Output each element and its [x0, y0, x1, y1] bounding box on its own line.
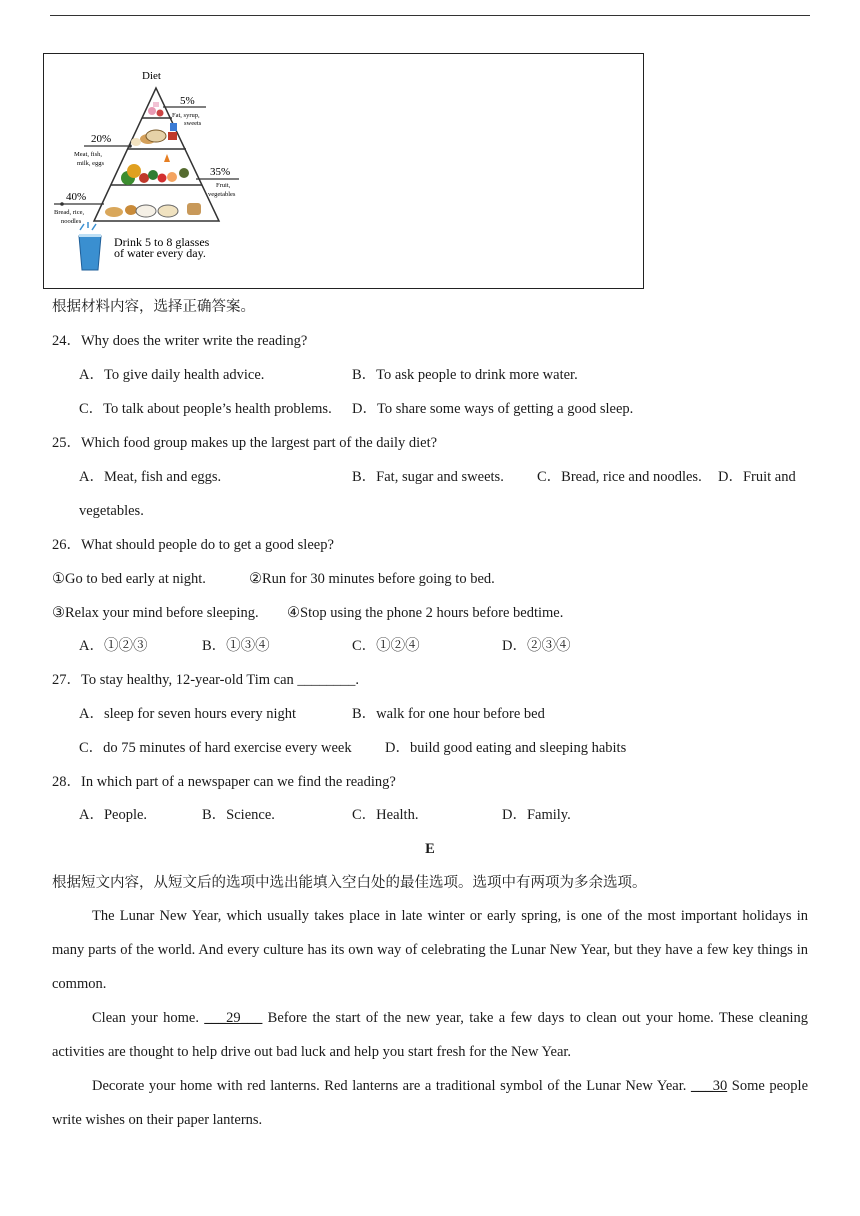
q26-option-b[interactable]: B．①③④	[202, 638, 270, 654]
tier-percent-5: 5%	[180, 95, 195, 107]
q24-option-d[interactable]: D．To share some ways of getting a good sleep.	[352, 401, 634, 417]
q27-option-c[interactable]: C．do 75 minutes of hard exercise every week	[79, 740, 352, 756]
section-e-heading: E	[425, 841, 435, 857]
water-advice-line2: of water every day.	[114, 246, 206, 260]
question-25-stem: 25．Which food group makes up the largest part of the daily diet?	[52, 435, 438, 451]
paragraph-3-start: Decorate your home with red lanterns. Red lanterns are a traditional symbol of the Lunar New Year.	[92, 1078, 691, 1094]
blank-29[interactable]: ___29___	[204, 1010, 263, 1026]
q24-option-b[interactable]: B．To ask people to drink more water.	[352, 367, 578, 383]
paragraph-2-rest: Before the start of the new year, take a few days to clean out your home. These cleaning activities are thought to help drive out bad luck and help you start fresh for the New Year.	[52, 1010, 808, 1060]
q28-option-b[interactable]: B．Science.	[202, 807, 275, 823]
question-26-stem: 26．What should people do to get a good sleep?	[52, 537, 334, 553]
tier-percent-20: 20%	[91, 133, 112, 145]
water-glass-icon	[79, 222, 101, 270]
diet-pyramid-figure	[44, 54, 645, 290]
tier-label-40-line1: Bread, rice,	[54, 209, 85, 216]
pyramid-outline	[94, 88, 219, 221]
instruction-d: 根据材料内容，选择正确答案。	[52, 299, 255, 315]
tier-label-5-line1: Fat, syrup,	[172, 112, 200, 119]
diet-figure-frame	[43, 53, 644, 289]
q27-option-a[interactable]: A．sleep for seven hours every night	[79, 706, 297, 722]
label-dot-20	[128, 144, 132, 148]
q26-option-c[interactable]: C．①②④	[352, 638, 420, 654]
q25-option-d[interactable]: D．Fruit and	[718, 469, 796, 485]
figure-title: Diet	[142, 70, 161, 82]
q28-option-a[interactable]: A．People.	[79, 807, 148, 823]
blank-30[interactable]: ___30	[690, 1078, 728, 1094]
q25-option-c[interactable]: C．Bread, rice and noodles.	[537, 469, 702, 485]
q24-option-c[interactable]: C．To talk about people’s health problems.	[79, 401, 332, 417]
q27-option-d[interactable]: D．build good eating and sleeping habits	[385, 740, 627, 756]
q26-option-a[interactable]: A．①②③	[79, 638, 148, 654]
paragraph-3-rest: Some people write wishes on their paper lanterns.	[52, 1078, 809, 1128]
q26-statement-2: ②Run for 30 minutes before going to bed.	[249, 571, 495, 587]
q28-option-d[interactable]: D．Family.	[502, 807, 571, 823]
q28-option-c[interactable]: C．Health.	[352, 807, 419, 823]
passage-paragraph-1: The Lunar New Year, which usually takes place in late winter or early spring, is one of the most important holidays in many parts of the world. And every culture has its own way of celebrating the Lunar New Year, but they have a few key things in common.	[52, 908, 808, 992]
header-rule	[50, 15, 810, 16]
question-28-stem: 28．In which part of a newspaper can we find the reading?	[52, 774, 396, 790]
tier-label-20-line1: Meat, fish,	[74, 151, 102, 158]
q25-option-b[interactable]: B．Fat, sugar and sweets.	[352, 469, 504, 485]
q26-statement-1: ①Go to bed early at night.	[52, 571, 206, 587]
tier-label-35-line1: Fruit,	[216, 182, 231, 189]
q26-statement-3: ③Relax your mind before sleeping.	[52, 605, 259, 621]
tier-label-35-line2: vegetables	[208, 191, 236, 198]
q25-option-d-continued: vegetables.	[79, 503, 144, 519]
question-27-stem: 27．To stay healthy, 12-year-old Tim can ________.	[52, 672, 360, 688]
q24-option-a[interactable]: A．To give daily health advice.	[79, 367, 265, 383]
q26-option-d[interactable]: D．②③④	[502, 638, 571, 654]
passage-paragraph-2	[52, 1001, 808, 1069]
tier-label-5-line2: sweets	[184, 120, 202, 127]
instruction-e: 根据短文内容，从短文后的选项中选出能填入空白处的最佳选项。选项中有两项为多余选项。	[52, 875, 647, 891]
water-advice-line1: Drink 5 to 8 glasses	[114, 235, 210, 249]
tier-percent-35: 35%	[210, 166, 231, 178]
q27-option-b[interactable]: B．walk for one hour before bed	[352, 706, 545, 722]
tier-percent-40: 40%	[66, 191, 87, 203]
question-24-stem: 24．Why does the writer write the reading?	[52, 333, 308, 349]
q26-statement-4: ④Stop using the phone 2 hours before bedtime.	[287, 605, 564, 621]
q25-option-a[interactable]: A．Meat, fish and eggs.	[79, 469, 222, 485]
label-dot-40	[60, 202, 64, 206]
tier-label-20-line2: milk, eggs	[77, 160, 105, 167]
passage-paragraph-3	[52, 1069, 808, 1137]
tier-label-40-line2: noodles	[61, 218, 82, 225]
paragraph-2-start: Clean your home.	[92, 1010, 205, 1026]
